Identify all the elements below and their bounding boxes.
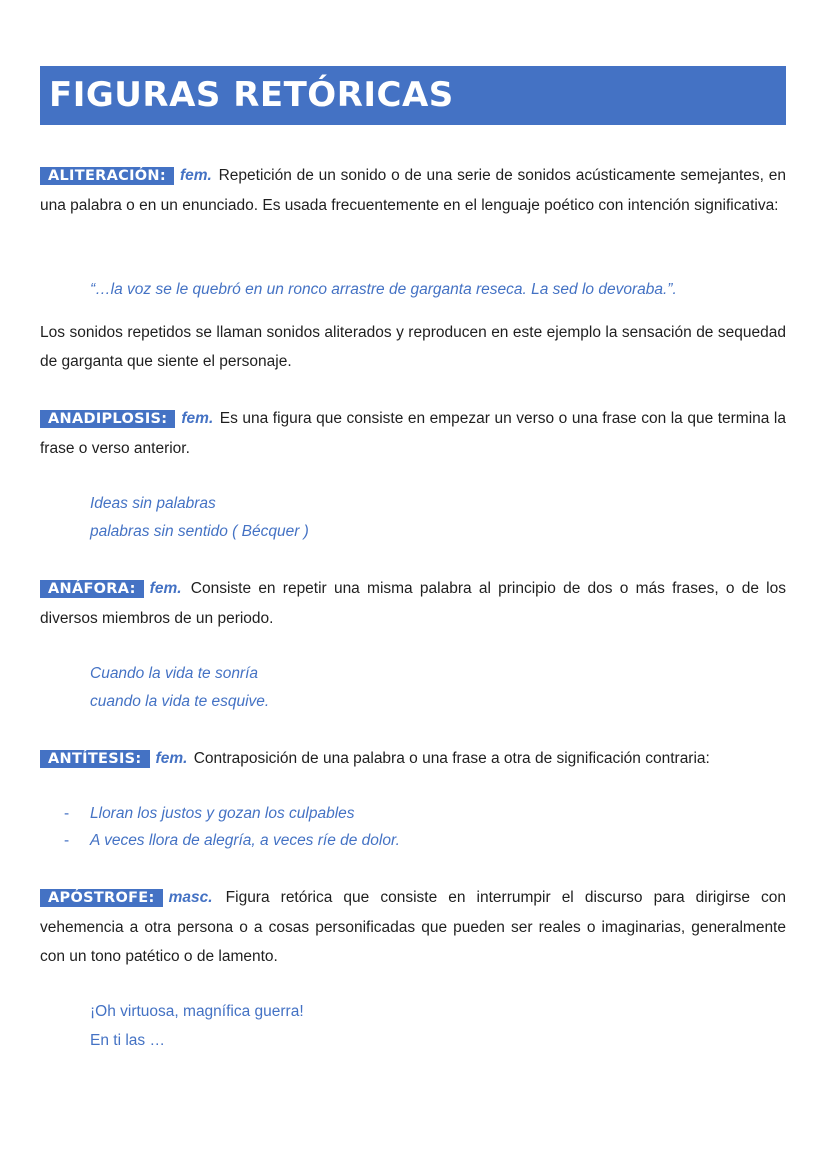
entry-aliteracion-note: Los sonidos repetidos se llaman sonidos aliterados y reproducen en este ejemplo la sensación de sequedad de garganta que siente el personaje. bbox=[40, 324, 786, 370]
term-label: ALITERACIÓN: bbox=[40, 167, 174, 185]
gender-label: masc. bbox=[168, 889, 213, 906]
page-title: FIGURAS RETÓRICAS bbox=[49, 75, 454, 115]
entry-antitesis-bullet bbox=[64, 800, 355, 828]
entry-anafora-example-line: Cuando la vida te sonría bbox=[90, 665, 259, 682]
entry-aliteracion-definition bbox=[40, 161, 786, 220]
bullet-marker: - bbox=[64, 805, 70, 822]
gender-label: fem. bbox=[179, 167, 212, 184]
bullet-marker: - bbox=[64, 832, 70, 849]
entry-anadiplosis-definition bbox=[40, 404, 786, 463]
entry-apostrofe-example-line: En ti las … bbox=[90, 1032, 165, 1049]
definition-text: Consiste en repetir una misma palabra al principio de dos o más frases, o de los diversos miembros de un periodo. bbox=[40, 580, 786, 627]
entry-antitesis-definition bbox=[40, 744, 786, 774]
entry-anadiplosis-example-line: Ideas sin palabras bbox=[90, 495, 216, 512]
gender-label: fem. bbox=[149, 580, 182, 597]
definition-text: Es una figura que consiste en empezar un verso o una frase con la que termina la frase o verso anterior. bbox=[40, 410, 786, 457]
entry-apostrofe-definition bbox=[40, 883, 786, 971]
term-label: ANADIPLOSIS: bbox=[40, 410, 175, 428]
bullet-text: A veces llora de alegría, a veces ríe de dolor. bbox=[90, 832, 400, 849]
definition-text: Figura retórica que consiste en interrumpir el discurso para dirigirse con vehemencia a otra persona o a cosas personificadas que pueden ser reales o imaginarias, generalmente con un tono patético o de lamento. bbox=[40, 889, 787, 965]
title-banner bbox=[40, 66, 786, 125]
entry-aliteracion-example: “…la voz se le quebró en un ronco arrastre de garganta reseca. La sed lo devoraba.”. bbox=[90, 281, 677, 298]
term-label: ANTÍTESIS: bbox=[40, 750, 150, 768]
entry-apostrofe-example-line: ¡Oh virtuosa, magnífica guerra! bbox=[90, 1003, 304, 1020]
entry-anafora-example-line: cuando la vida te esquive. bbox=[90, 693, 270, 710]
entry-anadiplosis-example-line: palabras sin sentido ( Bécquer ) bbox=[90, 523, 309, 540]
term-label: ANÁFORA: bbox=[40, 580, 144, 598]
gender-label: fem. bbox=[155, 750, 188, 767]
entry-anafora-definition bbox=[40, 574, 786, 633]
term-label: APÓSTROFE: bbox=[40, 889, 163, 907]
entry-antitesis-bullet bbox=[64, 827, 400, 855]
definition-text: Repetición de un sonido o de una serie de sonidos acústicamente semejantes, en una palabra o en un enunciado. Es usada frecuentemente en el lenguaje poético con intención significativa: bbox=[40, 167, 786, 214]
bullet-text: Lloran los justos y gozan los culpables bbox=[90, 805, 355, 822]
definition-text: Contraposición de una palabra o una frase a otra de significación contraria: bbox=[193, 750, 710, 767]
gender-label: fem. bbox=[181, 410, 214, 427]
